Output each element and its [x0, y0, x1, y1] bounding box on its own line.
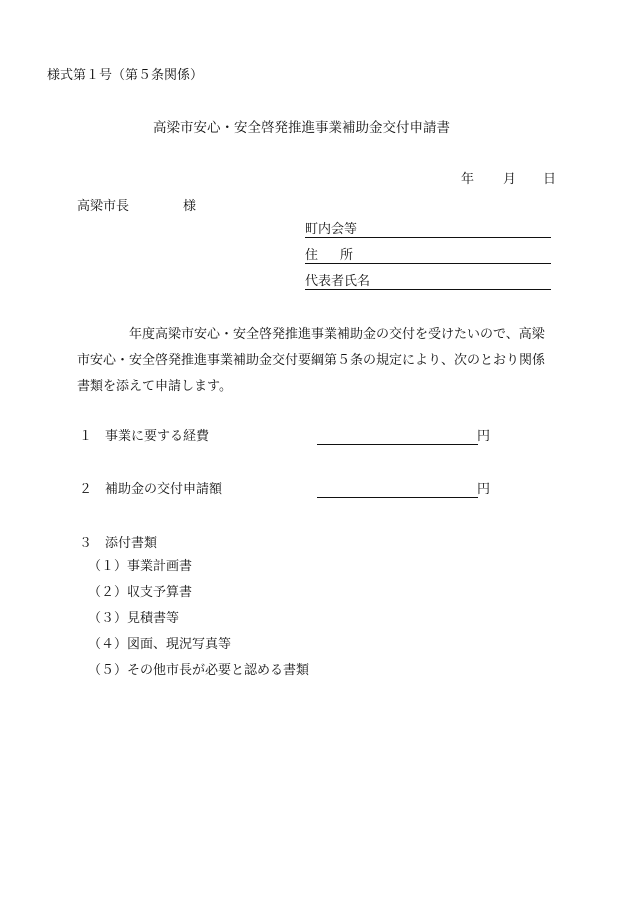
representative-field[interactable] — [305, 274, 551, 290]
addressee-name: 高梁市長 — [77, 199, 130, 214]
subsidy-amount-line — [317, 497, 478, 498]
representative-line — [305, 289, 551, 290]
attachment-item: （５）その他市長が必要と認める書類 — [88, 663, 310, 678]
address-label-char1: 住 — [305, 248, 319, 263]
attachment-item: （４）図面、現況写真等 — [88, 637, 232, 652]
form-number: 様式第１号（第５条関係） — [47, 68, 204, 83]
address-label — [305, 249, 353, 262]
project-cost-label: １ 事業に要する経費 — [79, 429, 210, 444]
town-association-label: 町内会等 — [305, 222, 358, 237]
application-body-text: 年度高梁市安心・安全啓発推進事業補助金の交付を受けたいので、高梁市安心・安全啓発推進事業補助金交付要綱第５条の規定により、次のとおり関係書類を添えて申請します。 — [77, 327, 546, 394]
attachment-item: （２）収支予算書 — [88, 585, 193, 600]
address-line — [305, 263, 551, 264]
addressee-honorific: 様 — [183, 199, 197, 214]
subsidy-amount-label: ２ 補助金の交付申請額 — [79, 482, 223, 497]
address-label-char2: 所 — [340, 248, 354, 263]
representative-label: 代表者氏名 — [305, 274, 371, 289]
subsidy-amount-unit: 円 — [476, 482, 490, 497]
date-month-label: 月 — [503, 172, 517, 187]
attachment-item: （１）事業計画書 — [88, 559, 193, 574]
date-day-label: 日 — [543, 172, 557, 187]
document-title: 高梁市安心・安全啓発推進事業補助金交付申請書 — [153, 120, 450, 136]
project-cost-line — [317, 444, 478, 445]
attachments-heading: ３ 添付書類 — [79, 536, 158, 551]
attachment-item: （３）見積書等 — [88, 611, 180, 626]
project-cost-field[interactable] — [77, 429, 490, 445]
subsidy-amount-field[interactable] — [77, 482, 490, 498]
address-field[interactable] — [305, 248, 551, 264]
project-cost-unit: 円 — [476, 429, 490, 444]
date-year-label: 年 — [461, 172, 475, 187]
town-association-field[interactable] — [305, 222, 551, 238]
town-association-line — [305, 237, 551, 238]
addressee — [77, 199, 197, 214]
